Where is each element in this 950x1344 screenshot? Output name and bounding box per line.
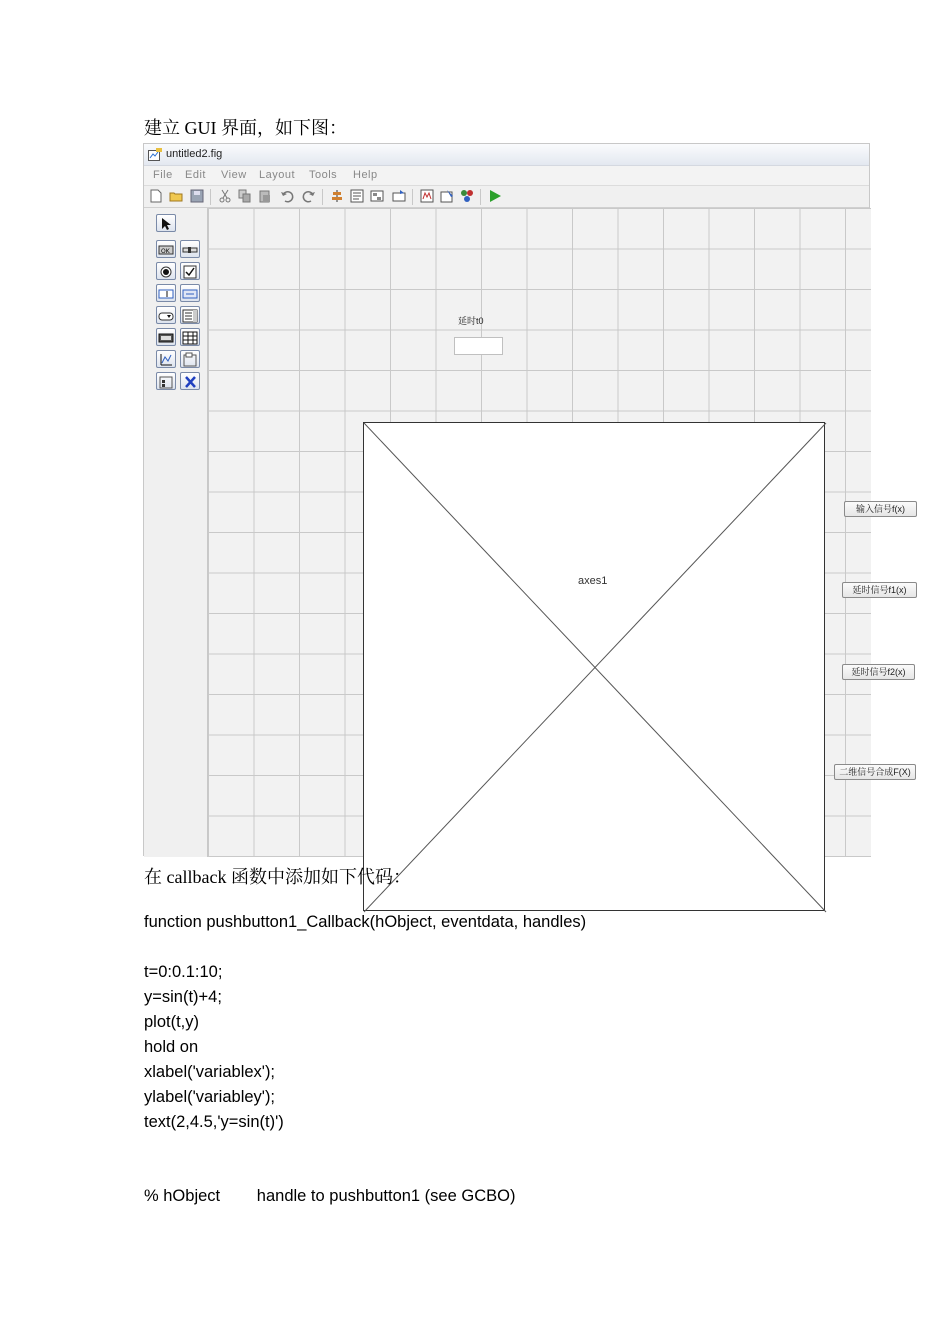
activex-tool-button[interactable]	[180, 372, 200, 390]
table-icon	[183, 331, 197, 345]
guide-window	[143, 143, 911, 856]
layout-canvas[interactable]	[208, 208, 911, 857]
axes-cross-lines	[364, 423, 826, 912]
toggle-button-tool-button[interactable]	[156, 328, 176, 346]
radiobutton-tool-button[interactable]	[156, 262, 176, 280]
axes1-placeholder[interactable]	[363, 422, 825, 911]
delay-t0-edit-box[interactable]	[454, 337, 503, 355]
new-file-icon[interactable]	[149, 189, 163, 203]
listbox-icon	[183, 309, 197, 323]
menu-help[interactable]: Help	[353, 169, 378, 181]
panel-icon	[183, 353, 197, 367]
code-line: t=0:0.1:10;	[144, 963, 223, 981]
copy-icon[interactable]	[238, 189, 252, 203]
slider-icon	[183, 243, 197, 257]
listbox-tool-button[interactable]	[180, 306, 200, 324]
save-icon[interactable]	[190, 189, 204, 203]
paste-icon[interactable]	[258, 189, 272, 203]
edit-text-icon	[159, 287, 173, 301]
axes-tool-button[interactable]	[156, 350, 176, 368]
comment-line: % hObject handle to pushbutton1 (see GCBO)	[144, 1187, 516, 1205]
code-line: y=sin(t)+4;	[144, 988, 222, 1006]
delay-t0-label[interactable]: 延时t0	[458, 316, 484, 326]
panel-tool-button[interactable]	[180, 350, 200, 368]
callback-intro-text: 在 callback 函数中添加如下代码：	[144, 867, 411, 887]
align-objects-icon[interactable]	[330, 189, 344, 203]
menu-tools[interactable]: Tools	[309, 169, 338, 181]
delay-signal-f1-button[interactable]: 延时信号f1(x)	[842, 582, 917, 598]
property-inspector-icon[interactable]	[440, 189, 454, 203]
title-bar	[144, 144, 869, 166]
activex-icon	[183, 375, 197, 389]
object-browser-icon[interactable]	[460, 189, 474, 203]
tab-order-editor-icon[interactable]	[370, 189, 384, 203]
input-signal-button[interactable]: 输入信号f(x)	[844, 501, 917, 517]
slider-tool-button[interactable]	[180, 240, 200, 258]
code-line: hold on	[144, 1038, 199, 1056]
function-signature-line: function pushbutton1_Callback(hObject, eventdata, handles)	[144, 913, 587, 931]
pushbutton-icon	[159, 243, 173, 257]
m-file-editor-icon[interactable]	[420, 189, 434, 203]
toggle-button-icon	[159, 331, 173, 345]
table-tool-button[interactable]	[180, 328, 200, 346]
radio-icon	[159, 265, 173, 279]
undo-icon[interactable]	[280, 189, 294, 203]
static-text-tool-button[interactable]	[180, 284, 200, 302]
menu-file[interactable]: File	[153, 169, 173, 181]
code-line: xlabel('variablex');	[144, 1063, 276, 1081]
redo-icon[interactable]	[302, 189, 316, 203]
popup-menu-icon	[159, 309, 173, 323]
pushbutton-tool-button[interactable]	[156, 240, 176, 258]
checkbox-tool-button[interactable]	[180, 262, 200, 280]
edit-text-tool-button[interactable]	[156, 284, 176, 302]
intro-text: 建立 GUI 界面，如下图：	[144, 118, 347, 138]
static-text-icon	[183, 287, 197, 301]
signal-synthesis-button[interactable]: 二维信号合成F(X)	[834, 764, 916, 780]
axes1-label: axes1	[578, 575, 608, 587]
run-icon[interactable]	[488, 189, 502, 203]
toolbar-editor-icon[interactable]	[392, 189, 406, 203]
figure-icon	[148, 148, 162, 161]
code-line: ylabel('variabley');	[144, 1088, 276, 1106]
svg-text:OK: OK	[161, 248, 170, 255]
toolbar	[144, 186, 869, 208]
menu-view[interactable]: View	[221, 169, 247, 181]
menu-bar	[144, 166, 869, 186]
window-title: untitled2.fig	[166, 148, 223, 160]
axes-icon	[159, 353, 173, 367]
component-palette	[144, 208, 208, 857]
button-group-tool-button[interactable]	[156, 372, 176, 390]
button-group-icon	[159, 375, 173, 389]
checkbox-icon	[183, 265, 197, 279]
menu-layout[interactable]: Layout	[259, 169, 296, 181]
delay-signal-f2-button[interactable]: 延时信号f2(x)	[842, 664, 915, 680]
menu-editor-icon[interactable]	[350, 189, 364, 203]
code-line: plot(t,y)	[144, 1013, 200, 1031]
select-tool-button[interactable]	[156, 214, 176, 232]
popup-menu-tool-button[interactable]	[156, 306, 176, 324]
menu-edit[interactable]: Edit	[185, 169, 206, 181]
cut-icon[interactable]	[218, 189, 232, 203]
code-line: text(2,4.5,'y=sin(t)')	[144, 1113, 284, 1131]
arrow-pointer-icon	[159, 217, 173, 231]
open-folder-icon[interactable]	[169, 189, 183, 203]
